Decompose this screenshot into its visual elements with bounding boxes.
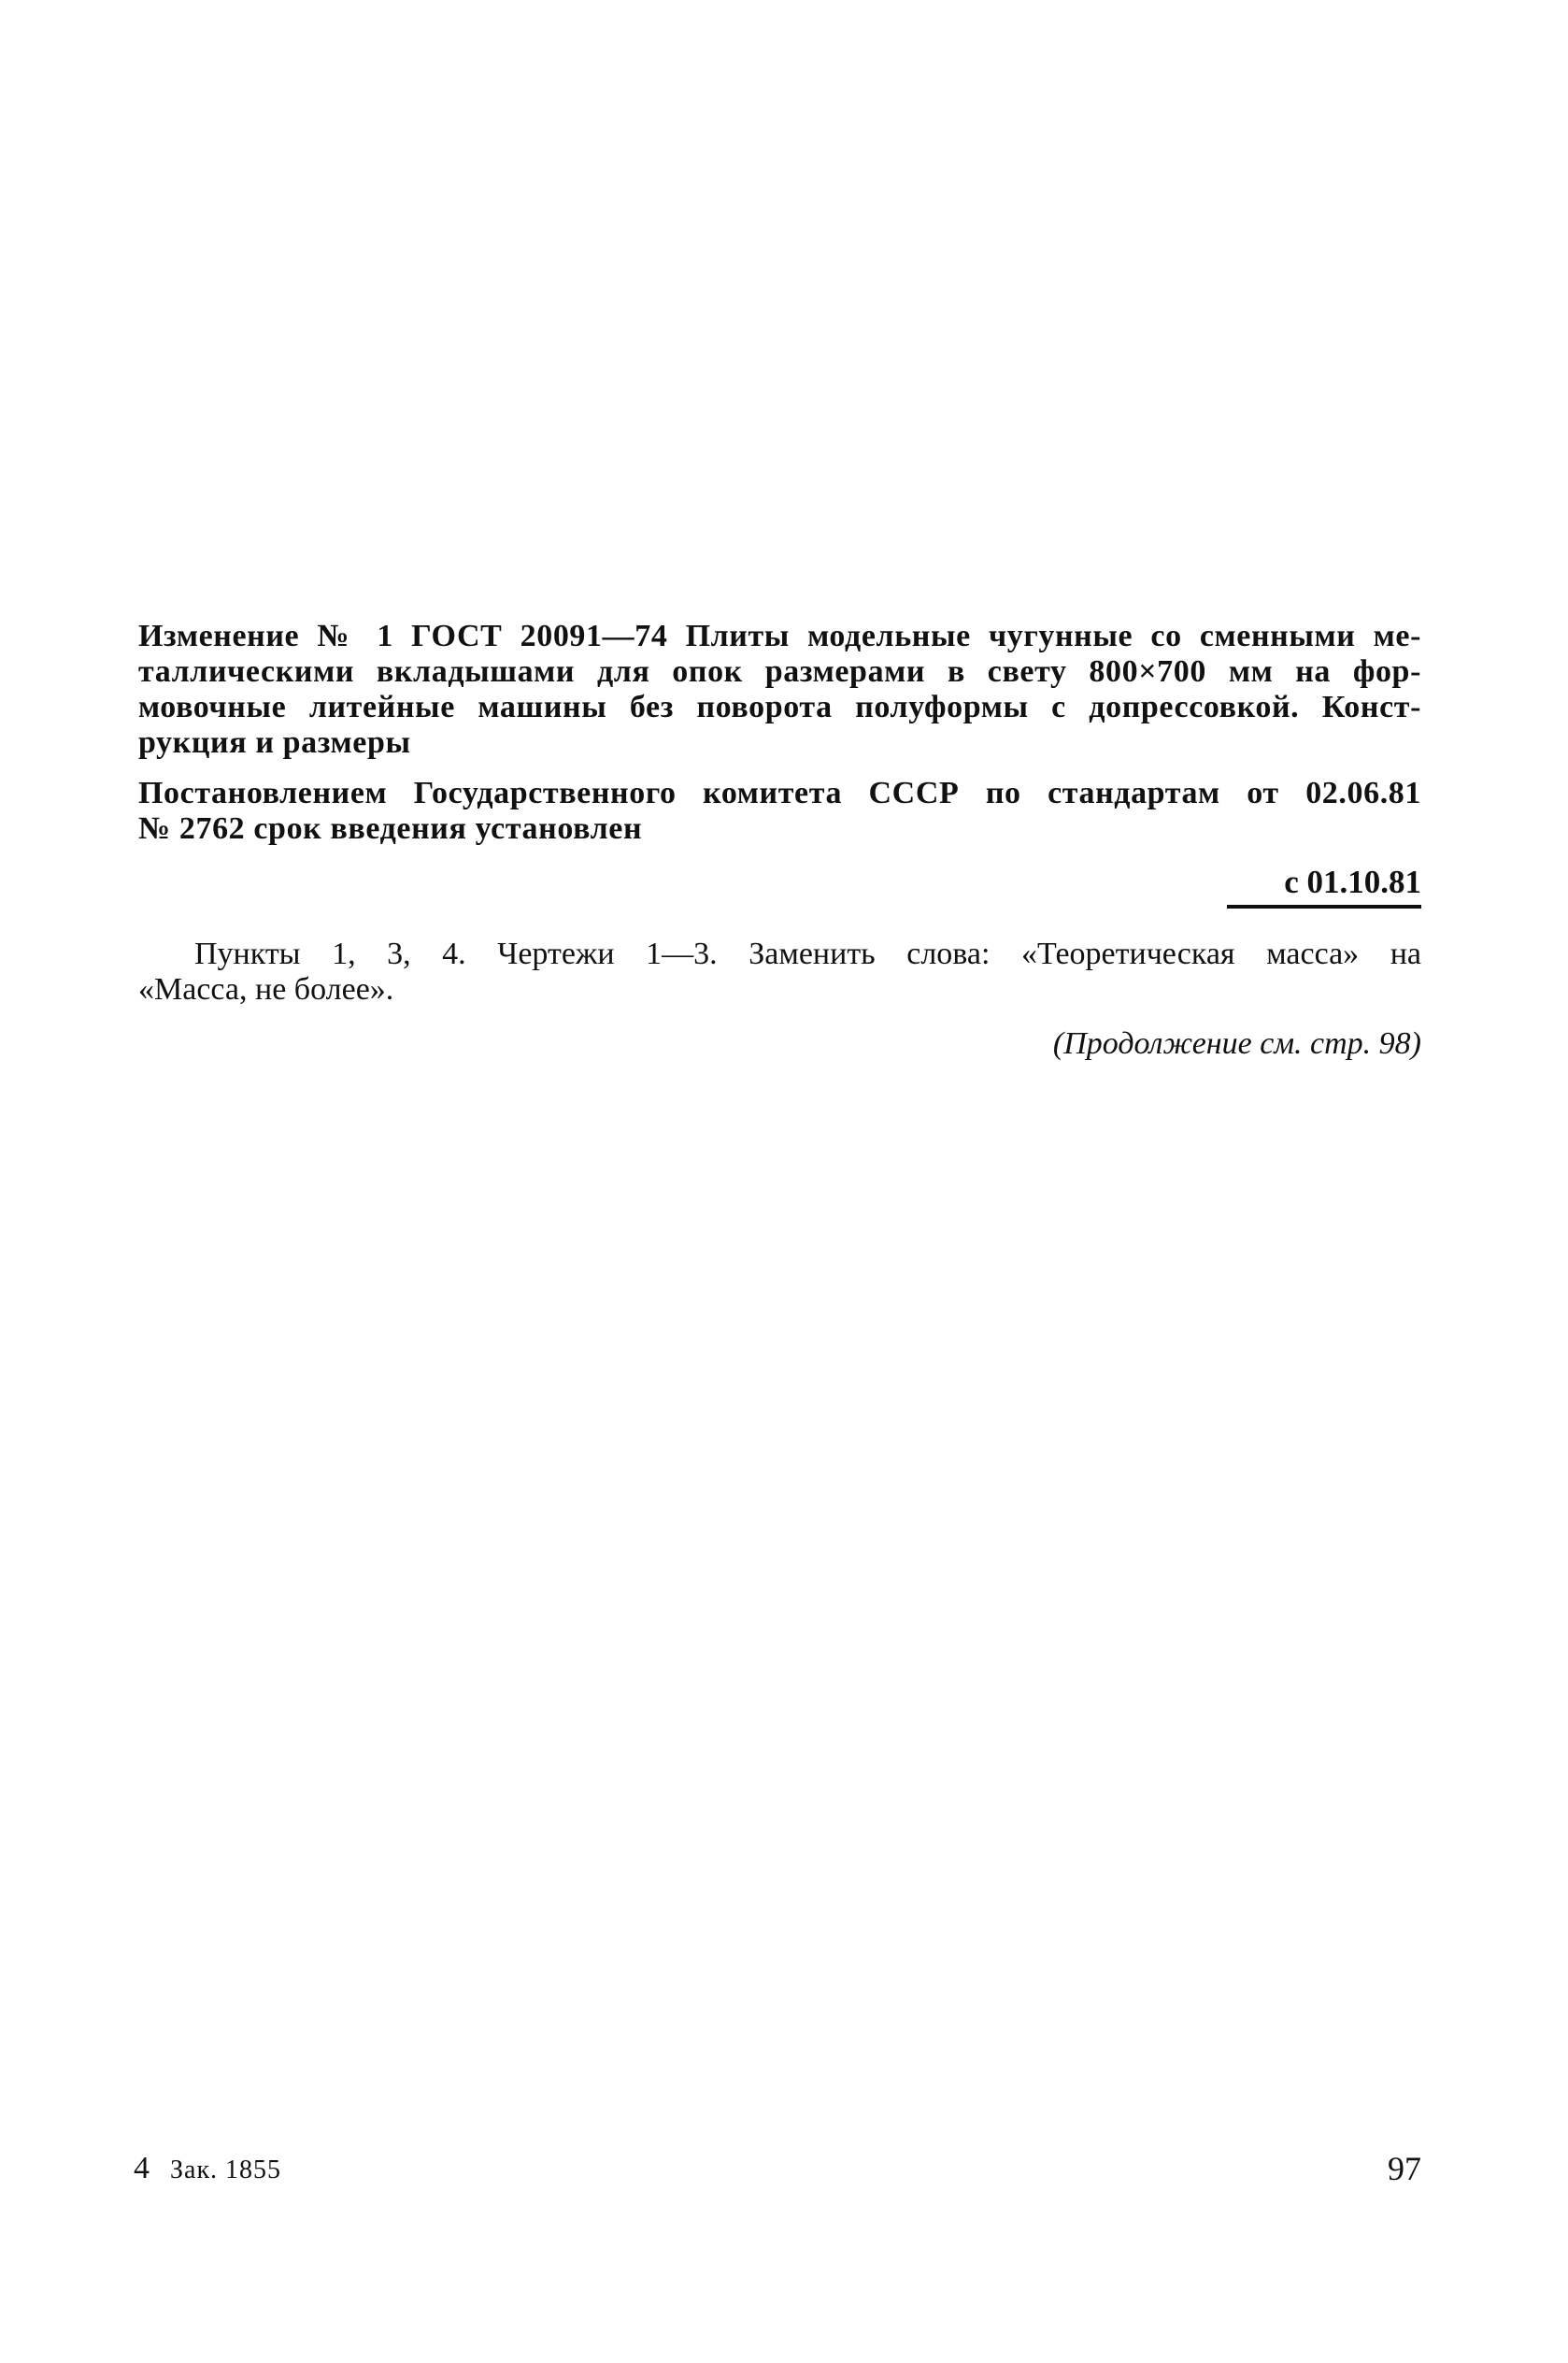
decree-line: Постановлением Государственного комитета СССР по стандартам от 02.06.81: [138, 776, 1421, 810]
amendment-body: [138, 937, 1421, 1008]
amendment-line: Изменение № 1 ГОСТ 20091—74 Плиты модельные чугунные со сменными ме-: [138, 619, 1421, 653]
continuation-note: (Продолжение см. стр. 98): [1052, 1026, 1421, 1061]
amendment-heading: [138, 619, 1421, 761]
amendment-line: рукция и размеры: [138, 725, 411, 760]
footer-print-info: [134, 2150, 281, 2189]
order-number: Зак. 1855: [170, 2155, 282, 2184]
body-line: «Масса, не более».: [138, 972, 394, 1007]
effective-date: с 01.10.81: [1227, 864, 1421, 909]
page-content: [138, 619, 1421, 1062]
body-line: Пункты 1, 3, 4. Чертежи 1—3. Заменить слова: «Теоретическая масса» на: [194, 937, 1421, 971]
page-number: 97: [1388, 2150, 1421, 2187]
decree-line: № 2762 срок введения установлен: [138, 811, 643, 846]
effective-date-row: [138, 864, 1421, 909]
decree-block: [138, 776, 1421, 847]
signature-number: 4: [134, 2151, 150, 2185]
amendment-line: таллическими вкладышами для опок размерами в свету 800×700 мм на фор-: [138, 654, 1421, 689]
amendment-line: мовочные литейные машины без поворота полуформы с допрессовкой. Конст-: [138, 690, 1421, 724]
